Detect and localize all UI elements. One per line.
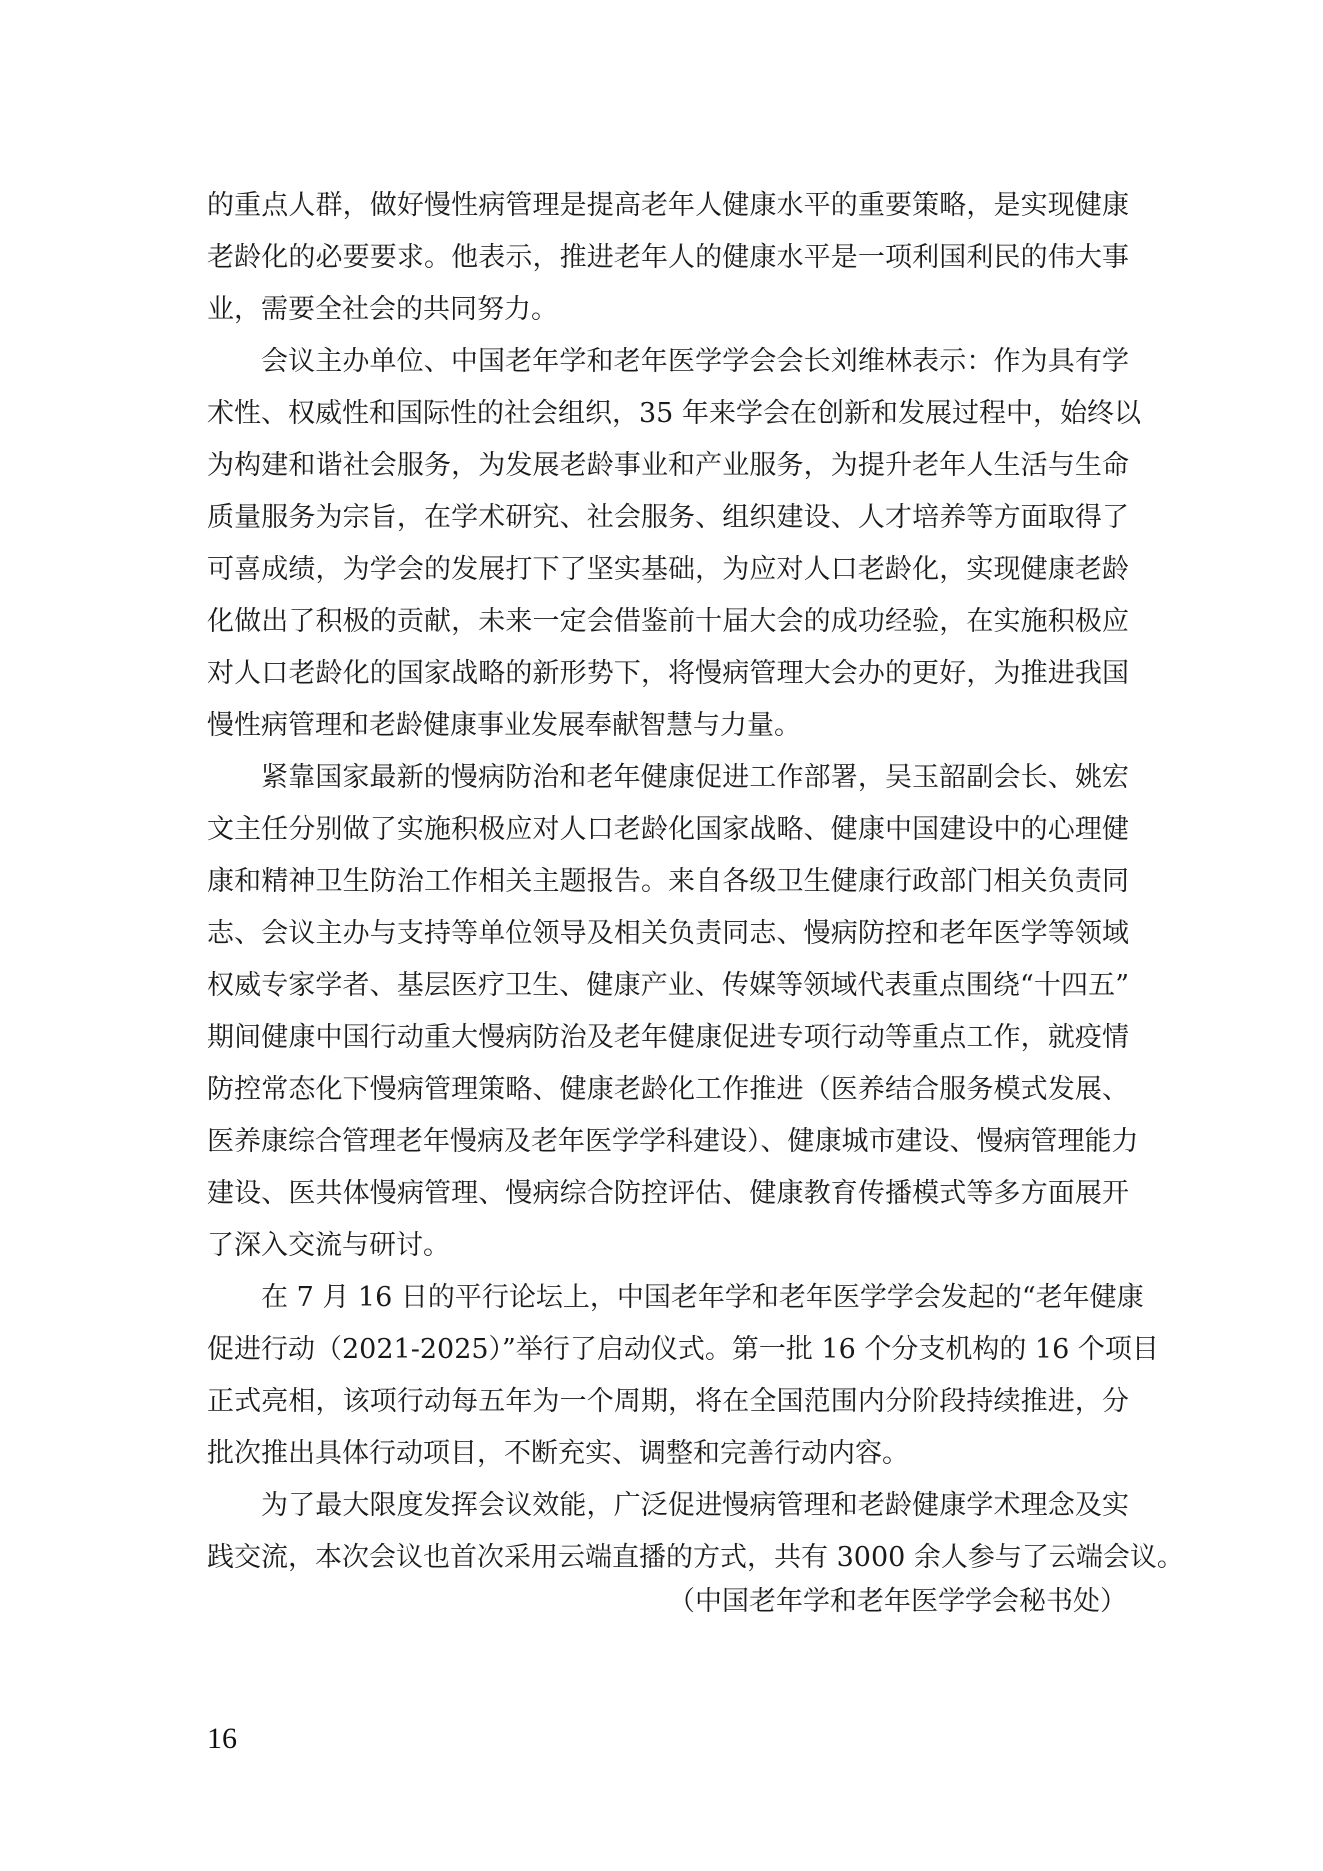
text-line: 业，需要全社会的共同努力。 <box>207 294 558 325</box>
text-line: 紧靠国家最新的慢病防治和老年健康促进工作部署，吴玉韶副会长、姚宏 <box>261 762 1129 793</box>
paragraph <box>207 752 1139 1272</box>
text-line: 践交流，本次会议也首次采用云端直播的方式，共有 3000 余人参与了云端会议。 <box>207 1542 1184 1573</box>
text-line: 为了最大限度发挥会议效能，广泛促进慢病管理和老龄健康学术理念及实 <box>261 1490 1129 1521</box>
text-line: 在 7 月 16 日的平行论坛上，中国老年学和老年医学学会发起的“老年健康 <box>261 1282 1144 1313</box>
text-line: 慢性病管理和老龄健康事业发展奉献智慧与力量。 <box>207 710 801 741</box>
text-line: 术性、权威性和国际性的社会组织，35 年来学会在创新和发展过程中，始终以 <box>207 398 1141 429</box>
text-line: 质量服务为宗旨，在学术研究、社会服务、组织建设、人才培养等方面取得了 <box>207 502 1129 533</box>
text-line: 促进行动（2021-2025）”举行了启动仪式。第一批 16 个分支机构的 16 个项目 <box>207 1334 1159 1365</box>
text-line: 防控常态化下慢病管理策略、健康老龄化工作推进（医养结合服务模式发展、 <box>207 1074 1129 1105</box>
text-line: 老龄化的必要要求。他表示，推进老年人的健康水平是一项利国利民的伟大事 <box>207 242 1129 273</box>
paragraph <box>207 336 1141 752</box>
text-line: 为构建和谐社会服务，为发展老龄事业和产业服务，为提升老年人生活与生命 <box>207 450 1129 481</box>
text-line: 权威专家学者、基层医疗卫生、健康产业、传媒等领域代表重点围绕“十四五” <box>207 970 1129 1001</box>
text-line: 志、会议主办与支持等单位领导及相关负责同志、慢病防控和老年医学等领域 <box>207 918 1129 949</box>
text-line: 的重点人群，做好慢性病管理是提高老年人健康水平的重要策略，是实现健康 <box>207 190 1129 221</box>
article-body <box>207 180 1184 1584</box>
text-line: 医养康综合管理老年慢病及老年医学学科建设）、健康城市建设、慢病管理能力 <box>207 1126 1139 1157</box>
text-line: 正式亮相，该项行动每五年为一个周期，将在全国范围内分阶段持续推进，分 <box>207 1386 1129 1417</box>
text-line: 化做出了积极的贡献，未来一定会借鉴前十届大会的成功经验，在实施积极应 <box>207 606 1129 637</box>
page-number: 16 <box>207 1722 237 1755</box>
text-line: 期间健康中国行动重大慢病防治及老年健康促进专项行动等重点工作，就疫情 <box>207 1022 1129 1053</box>
text-line: 建设、医共体慢病管理、慢病综合防控评估、健康教育传播模式等多方面展开 <box>207 1178 1129 1209</box>
text-line: 批次推出具体行动项目，不断充实、调整和完善行动内容。 <box>207 1438 909 1469</box>
paragraph <box>207 1480 1184 1584</box>
text-line: 康和精神卫生防治工作相关主题报告。来自各级卫生健康行政部门相关负责同 <box>207 866 1129 897</box>
paragraph <box>207 180 1129 336</box>
text-line: 会议主办单位、中国老年学和老年医学学会会长刘维林表示：作为具有学 <box>261 346 1129 377</box>
text-line: 文主任分别做了实施积极应对人口老龄化国家战略、健康中国建设中的心理健 <box>207 814 1129 845</box>
paragraph <box>207 1272 1159 1480</box>
text-line: 对人口老龄化的国家战略的新形势下，将慢病管理大会办的更好，为推进我国 <box>207 658 1129 689</box>
author-signature: （中国老年学和老年医学学会秘书处） <box>668 1586 1127 1617</box>
text-line: 了深入交流与研讨。 <box>207 1230 450 1261</box>
text-line: 可喜成绩，为学会的发展打下了坚实基础，为应对人口老龄化，实现健康老龄 <box>207 554 1129 585</box>
